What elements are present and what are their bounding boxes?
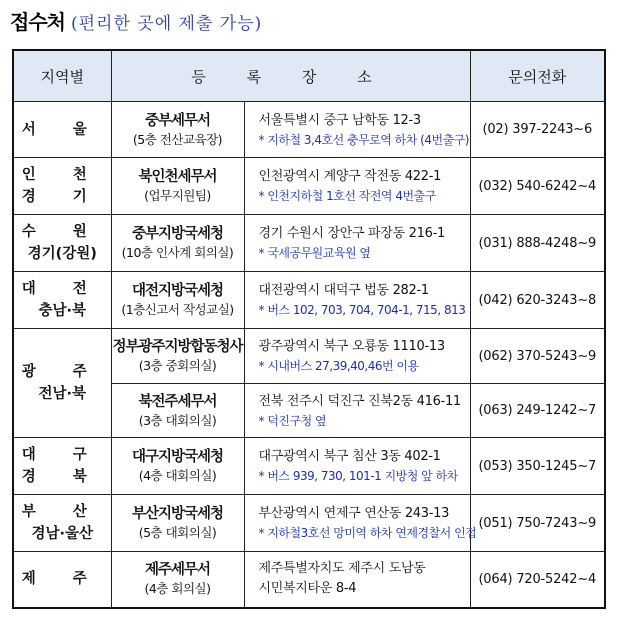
office-cell bbox=[111, 552, 244, 608]
office-name: 중부세무서 bbox=[144, 112, 211, 129]
office-name: 북인천세무서 bbox=[138, 169, 217, 185]
address-cell bbox=[244, 215, 470, 272]
address-cell bbox=[244, 329, 470, 384]
office-room: (4층 대회의실) bbox=[138, 468, 217, 483]
table-row bbox=[13, 552, 605, 608]
region-cell: 수 원 경기(강원) bbox=[13, 215, 111, 272]
reception-table bbox=[12, 49, 606, 609]
address: 경기 수원시 장안구 파장동 216-1 bbox=[258, 226, 445, 241]
office-room: (3층 대회의실) bbox=[138, 412, 217, 428]
address-cell bbox=[244, 438, 470, 495]
header-row bbox=[13, 50, 605, 102]
address: 대전광역시 대덕구 법동 282-1 bbox=[258, 283, 429, 298]
office-name: 제주세무서 bbox=[144, 562, 211, 579]
phone-cell: (02) 397-2243~6 bbox=[470, 102, 605, 158]
table-row bbox=[13, 158, 605, 215]
region-cell: 대 구 경 북 bbox=[13, 438, 111, 495]
office-cell bbox=[111, 438, 244, 495]
address: 전북 전주시 덕진구 진북2동 416-11 bbox=[258, 393, 461, 409]
header-place: 등 록 장 소 bbox=[111, 50, 470, 102]
table-row bbox=[13, 272, 605, 329]
directions: * 덕진구청 옆 bbox=[258, 413, 327, 428]
table-row bbox=[13, 495, 605, 552]
region-cell: 인 천 경 기 bbox=[13, 158, 111, 215]
office-room: (5층 대회의실) bbox=[138, 525, 217, 540]
phone-cell: (032) 540-6242~4 bbox=[470, 158, 605, 215]
header-phone: 문의전화 bbox=[470, 50, 605, 102]
phone-cell: (063) 249-1242~7 bbox=[470, 384, 605, 438]
office-name: 대구지방국세청 bbox=[131, 449, 224, 465]
region-cell: 광 주 전남·북 bbox=[13, 329, 111, 438]
table-row bbox=[13, 329, 605, 384]
office-name: 북전주세무서 bbox=[138, 393, 217, 410]
office-cell bbox=[111, 158, 244, 215]
office-room: (1층신고서 작성교실) bbox=[121, 302, 234, 317]
office-cell bbox=[111, 384, 244, 438]
directions: * 지하철 3,4호선 충무로역 하차 (4번출구) bbox=[258, 132, 469, 147]
page-title bbox=[10, 6, 262, 36]
phone-cell: (064) 720-5242~4 bbox=[470, 552, 605, 608]
region-cell: 부 산 경남·울산 bbox=[13, 495, 111, 552]
address-line-2: 시민복지타운 8-4 bbox=[258, 581, 357, 597]
directions: * 국세공무원교육원 옆 bbox=[258, 246, 371, 260]
title-subtitle: (편리한 곳에 제출 가능) bbox=[70, 14, 263, 34]
region-cell: 서 울 bbox=[13, 102, 111, 158]
address-cell bbox=[244, 552, 470, 608]
table-row bbox=[13, 438, 605, 495]
office-room: (4층 회의실) bbox=[144, 581, 211, 597]
address-cell bbox=[244, 102, 470, 158]
phone-cell: (062) 370-5243~9 bbox=[470, 329, 605, 384]
address-cell bbox=[244, 272, 470, 329]
office-cell bbox=[111, 215, 244, 272]
office-room: (업무지원팀) bbox=[144, 188, 211, 203]
office-cell bbox=[111, 272, 244, 329]
office-room: (5층 전산교육장) bbox=[132, 131, 223, 147]
phone-cell: (042) 620-3243~8 bbox=[470, 272, 605, 329]
directions: * 버스 102, 703, 704, 704-1, 715, 813 bbox=[258, 303, 466, 317]
office-room: (10층 인사계 회의실) bbox=[121, 245, 234, 260]
office-cell bbox=[111, 102, 244, 158]
address: 제주특별자치도 제주시 도남동 bbox=[258, 561, 426, 577]
header-region: 지역별 bbox=[13, 50, 111, 102]
office-name: 중부지방국세청 bbox=[131, 226, 224, 242]
table-row bbox=[13, 215, 605, 272]
office-name: 부산지방국세청 bbox=[131, 506, 224, 522]
address: 부산광역시 연제구 연산동 243-13 bbox=[258, 506, 450, 521]
address-cell bbox=[244, 384, 470, 438]
office-cell bbox=[111, 329, 244, 384]
directions: * 인천지하철 1호선 작전역 4번출구 bbox=[258, 189, 436, 203]
phone-cell: (051) 750-7243~9 bbox=[470, 495, 605, 552]
region-cell: 대 전 충남·북 bbox=[13, 272, 111, 329]
phone-cell: (053) 350-1245~7 bbox=[470, 438, 605, 495]
office-name: 정부광주지방합동청사 bbox=[112, 339, 243, 355]
address: 서울특별시 중구 남학동 12-3 bbox=[258, 112, 421, 128]
phone-cell: (031) 888-4248~9 bbox=[470, 215, 605, 272]
address: 광주광역시 북구 오룡동 1110-13 bbox=[258, 339, 445, 354]
title-main: 접수처 bbox=[10, 10, 65, 34]
table-row bbox=[13, 102, 605, 158]
directions: * 시내버스 27,39,40,46번 이용 bbox=[258, 359, 419, 373]
office-name: 대전지방국세청 bbox=[131, 283, 224, 299]
address-cell bbox=[244, 158, 470, 215]
office-room: (3층 중회의실) bbox=[138, 358, 217, 373]
address-cell bbox=[244, 495, 477, 552]
directions: * 버스 939, 730, 101-1 지방청 앞 하차 bbox=[258, 469, 458, 483]
region-cell: 제 주 bbox=[13, 552, 111, 608]
address: 대구광역시 북구 침산 3동 402-1 bbox=[258, 449, 441, 464]
address: 인천광역시 계양구 작전동 422-1 bbox=[258, 169, 442, 184]
office-cell bbox=[111, 495, 244, 552]
directions: * 지하철3호선 망미역 하차 연제경찰서 인접 bbox=[258, 526, 477, 540]
